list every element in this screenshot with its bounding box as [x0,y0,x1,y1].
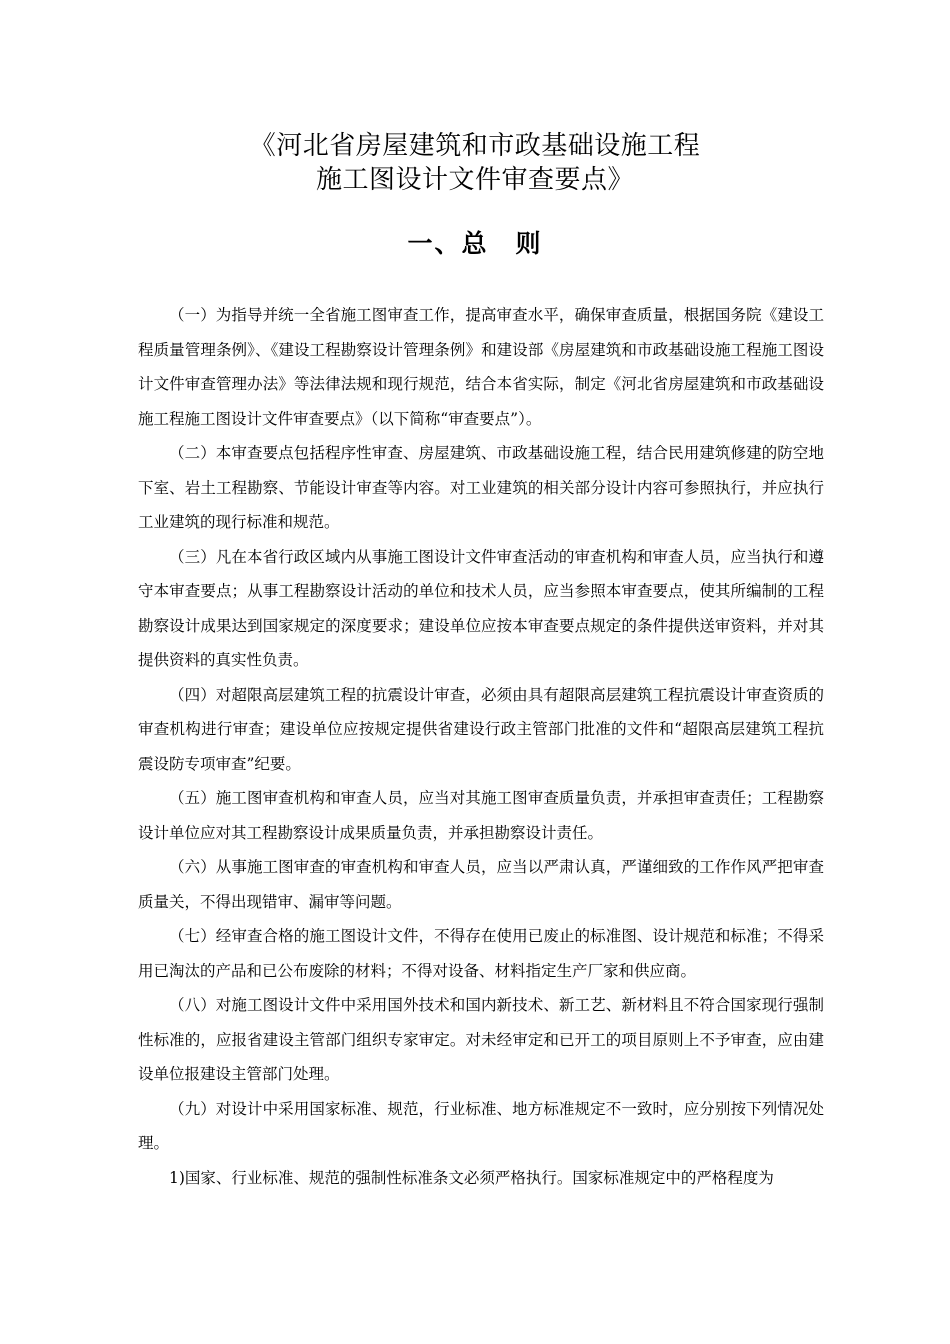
paragraph-6: （六）从事施工图审查的审查机构和审查人员，应当以严肃认真，严谨细致的工作作风严把审查质量关，不得出现错审、漏审等问题。 [138,858,824,911]
paragraph-7: （七）经审查合格的施工图设计文件，不得存在使用已废止的标准图、设计规范和标准；不得采用已淘汰的产品和已公布废除的材料；不得对设备、材料指定生产厂家和供应商。 [138,927,824,980]
paragraph-1: （一）为指导并统一全省施工图审查工作，提高审查水平，确保审查质量，根据国务院《建设工程质量管理条例》、《建设工程勘察设计管理条例》和建设部《房屋建筑和市政基础设施工程施工图设计文件审查管理办法》等法律法规和现行规范，结合本省实际，制定《河北省房屋建筑和市政基础设施工程施工图设计文件审查要点》（以下简称“审查要点”）。 [138,306,824,428]
document-title-line-1: 《河北省房屋建筑和市政基础设施工程 [249,131,701,161]
document-body [138,298,824,1195]
paragraph-9: （九）对设计中采用国家标准、规范，行业标准、地方标准规定不一致时，应分别按下列情况处理。 [138,1099,824,1152]
paragraph-8: （八）对施工图设计文件中采用国外技术和国内新技术、新工艺、新材料且不符合国家现行强制性标准的，应报省建设主管部门组织专家审定。对未经审定和已开工的项目原则上不予审查，应由建设单位报建设主管部门处理。 [138,996,824,1083]
paragraph-5: （五）施工图审查机构和审查人员，应当对其施工图审查质量负责，并承担审查责任；工程勘察设计单位应对其工程勘察设计成果质量负责，并承担勘察设计责任。 [138,789,824,842]
paragraph-10: 1)国家、行业标准、规范的强制性标准条文必须严格执行。国家标准规定中的严格程度为 [169,1168,774,1187]
paragraph-2: （二）本审查要点包括程序性审查、房屋建筑、市政基础设施工程，结合民用建筑修建的防空地下室、岩土工程勘察、节能设计审查等内容。对工业建筑的相关部分设计内容可参照执行，并应执行工业建筑的现行标准和规范。 [138,444,824,531]
paragraph-3: （三）凡在本省行政区域内从事施工图设计文件审查活动的审查机构和审查人员，应当执行和遵守本审查要点；从事工程勘察设计活动的单位和技术人员，应当参照本审查要点，使其所编制的工程勘察设计成果达到国家规定的深度要求；建设单位应按本审查要点规定的条件提供送审资料，并对其提供资料的真实性负责。 [138,547,824,669]
document-title-line-2: 施工图设计文件审查要点》 [315,165,634,195]
section-heading: 一、总 则 [407,229,543,258]
paragraph-4: （四）对超限高层建筑工程的抗震设计审查，必须由具有超限高层建筑工程抗震设计审查资质的审查机构进行审查；建设单位应按规定提供省建设行政主管部门批准的文件和“超限高层建筑工程抗震设防专项审查”纪要。 [138,685,824,773]
